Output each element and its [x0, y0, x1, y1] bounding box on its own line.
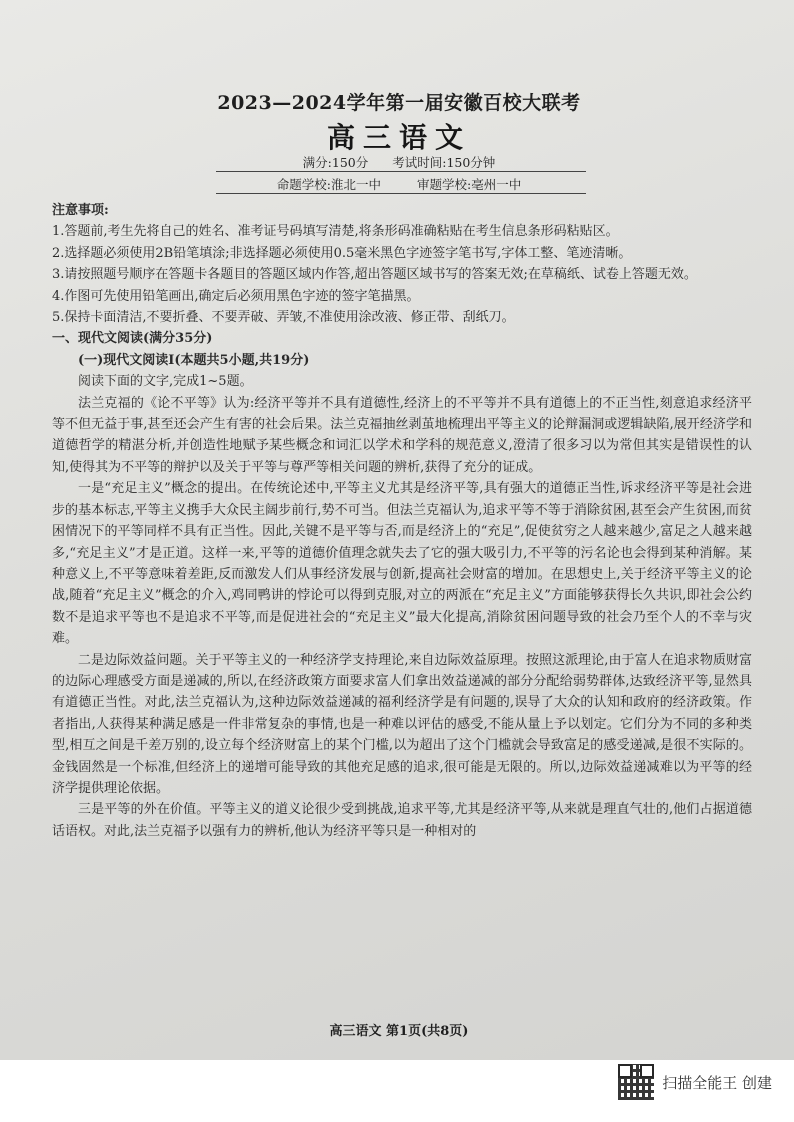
watermark-text: 扫描全能王 创建	[662, 1073, 772, 1092]
scanner-watermark	[618, 1060, 772, 1104]
reviewer-school: 审题学校:亳州一中	[416, 177, 522, 192]
passage-paragraph: 一是“充足主义”概念的提出。在传统论述中,平等主义尤其是经济平等,具有强大的道德正当性,诉求经济平等是社会进步的基本标志,平等主义携手大众民主阔步前行,势不可当。但法兰克福认为,追求平等不等于消除贫困,甚至会产生贫困,而贫困情况下的平等同样不具有正当性。因此,关键不是平等与否,而是经济上的“充足”,促使贫穷之人越来越少,富足之人越来越多,“充足主义”才是正道。这样一来,平等的道德价值理念就失去了它的强大吸引力,不平等的污名论也会得到某种消解。某种意义上,不平等意味着差距,反而激发人们从事经济发展与创新,提高社会财富的增加。在思想史上,关于经济平等主义的论战,随着“充足主义”概念的介入,鸡同鸭讲的悖论可以得到克服,对立的两派在“充足主义”方面能够获得长久共识,即社会公约数不是追求平等也不是追求不平等,而是促进社会的“充足主义”最大化提高,消除贫困问题导致的社会乃至个人的不幸与灾难。	[52, 481, 752, 647]
notice-heading: 注意事项:	[52, 203, 109, 218]
reading-instruction: 阅读下面的文字,完成1~5题。	[78, 374, 253, 390]
notice-item: 2.选择题必须使用2B铅笔填涂;非选择题必须使用0.5毫米黑色字迹签字笔书写,字体工整、笔迹清晰。	[52, 245, 632, 261]
page-footer: 高三语文 第1页(共8页)	[329, 1024, 469, 1039]
school-info	[40, 175, 758, 193]
setter-school: 命题学校:淮北一中	[276, 177, 381, 192]
section-heading: 一、现代文阅读(满分35分)	[52, 331, 213, 347]
subsection-heading: (一)现代文阅读Ⅰ(本题共5小题,共19分)	[78, 352, 310, 368]
notice-item: 1.答题前,考生先将自己的姓名、准考证号码填写清楚,将条形码准确粘贴在考生信息条形码粘贴区。	[52, 224, 619, 240]
exam-body	[52, 200, 752, 842]
exam-duration: 考试时间:150分钟	[392, 155, 496, 170]
notice-item: 5.保持卡面清洁,不要折叠、不要弄破、弄皱,不准使用涂改液、修正带、刮纸刀。	[52, 310, 515, 326]
passage-paragraph: 二是边际效益问题。关于平等主义的一种经济学支持理论,来自边际效益原理。按照这派理论,由于富人在追求物质财富的边际心理感受方面是递减的,所以,在经济政策方面要求富人们拿出效益递减的部分分配给弱势群体,达致经济平等,显然具有道德正当性。对此,法兰克福认为,这种边际效益递减的福利经济学是有问题的,误导了大众的认知和政府的经济政策。作者指出,人获得某种满足感是一件非常复杂的事情,也是一种难以评估的感受,不能从量上予以划定。它们分为不同的多种类型,相互之间是千差万别的,设立每个经济财富上的某个门槛,以为超出了这个门槛就会导致富足的感受递减,是很不实际的。金钱固然是一个标准,但经济上的递增可能导致的其他充足感的追求,很可能是无限的。所以,边际效益递减难以为平等的经济学提供理论依据。	[52, 652, 752, 796]
passage-paragraph: 三是平等的外在价值。平等主义的道义论很少受到挑战,追求平等,尤其是经济平等,从来就是理直气壮的,他们占据道德话语权。对此,法兰克福予以强有力的辨析,他认为经济平等只是一种相对的	[52, 802, 752, 839]
full-score: 满分:150分	[302, 155, 369, 170]
exam-title: 2023—2024学年第一届安徽百校大联考	[217, 92, 581, 114]
notice-item: 4.作图可先使用铅笔画出,确定后必须用黑色字迹的签字笔描黑。	[52, 288, 420, 304]
passage-paragraph: 法兰克福的《论不平等》认为:经济平等并不具有道德性,经济上的不平等并不具有道德上的不正当性,刻意追求经济平等不但无益于事,甚至还会产生有害的社会后果。法兰克福抽丝剥茧地梳理出平等主义的论辩漏洞或逻辑缺陷,展开经济学和道德哲学的精湛分析,并创造性地赋予某些概念和词汇以学术和学科的规范意义,澄清了很多习以为常但其实是错误性的认知,使得其为不平等的辩护以及关于平等与尊严等相关问题的辨析,获得了充分的证成。	[52, 395, 752, 475]
notice-item: 3.请按照题号顺序在答题卡各题目的答题区域内作答,超出答题区域书写的答案无效;在草稿纸、试卷上答题无效。	[52, 267, 697, 283]
score-info	[40, 153, 758, 171]
divider-rule	[216, 171, 586, 172]
subject-title: 高三语文	[326, 121, 471, 154]
qr-code-icon	[618, 1064, 654, 1100]
exam-paper	[40, 60, 758, 1050]
divider-rule	[216, 193, 586, 194]
